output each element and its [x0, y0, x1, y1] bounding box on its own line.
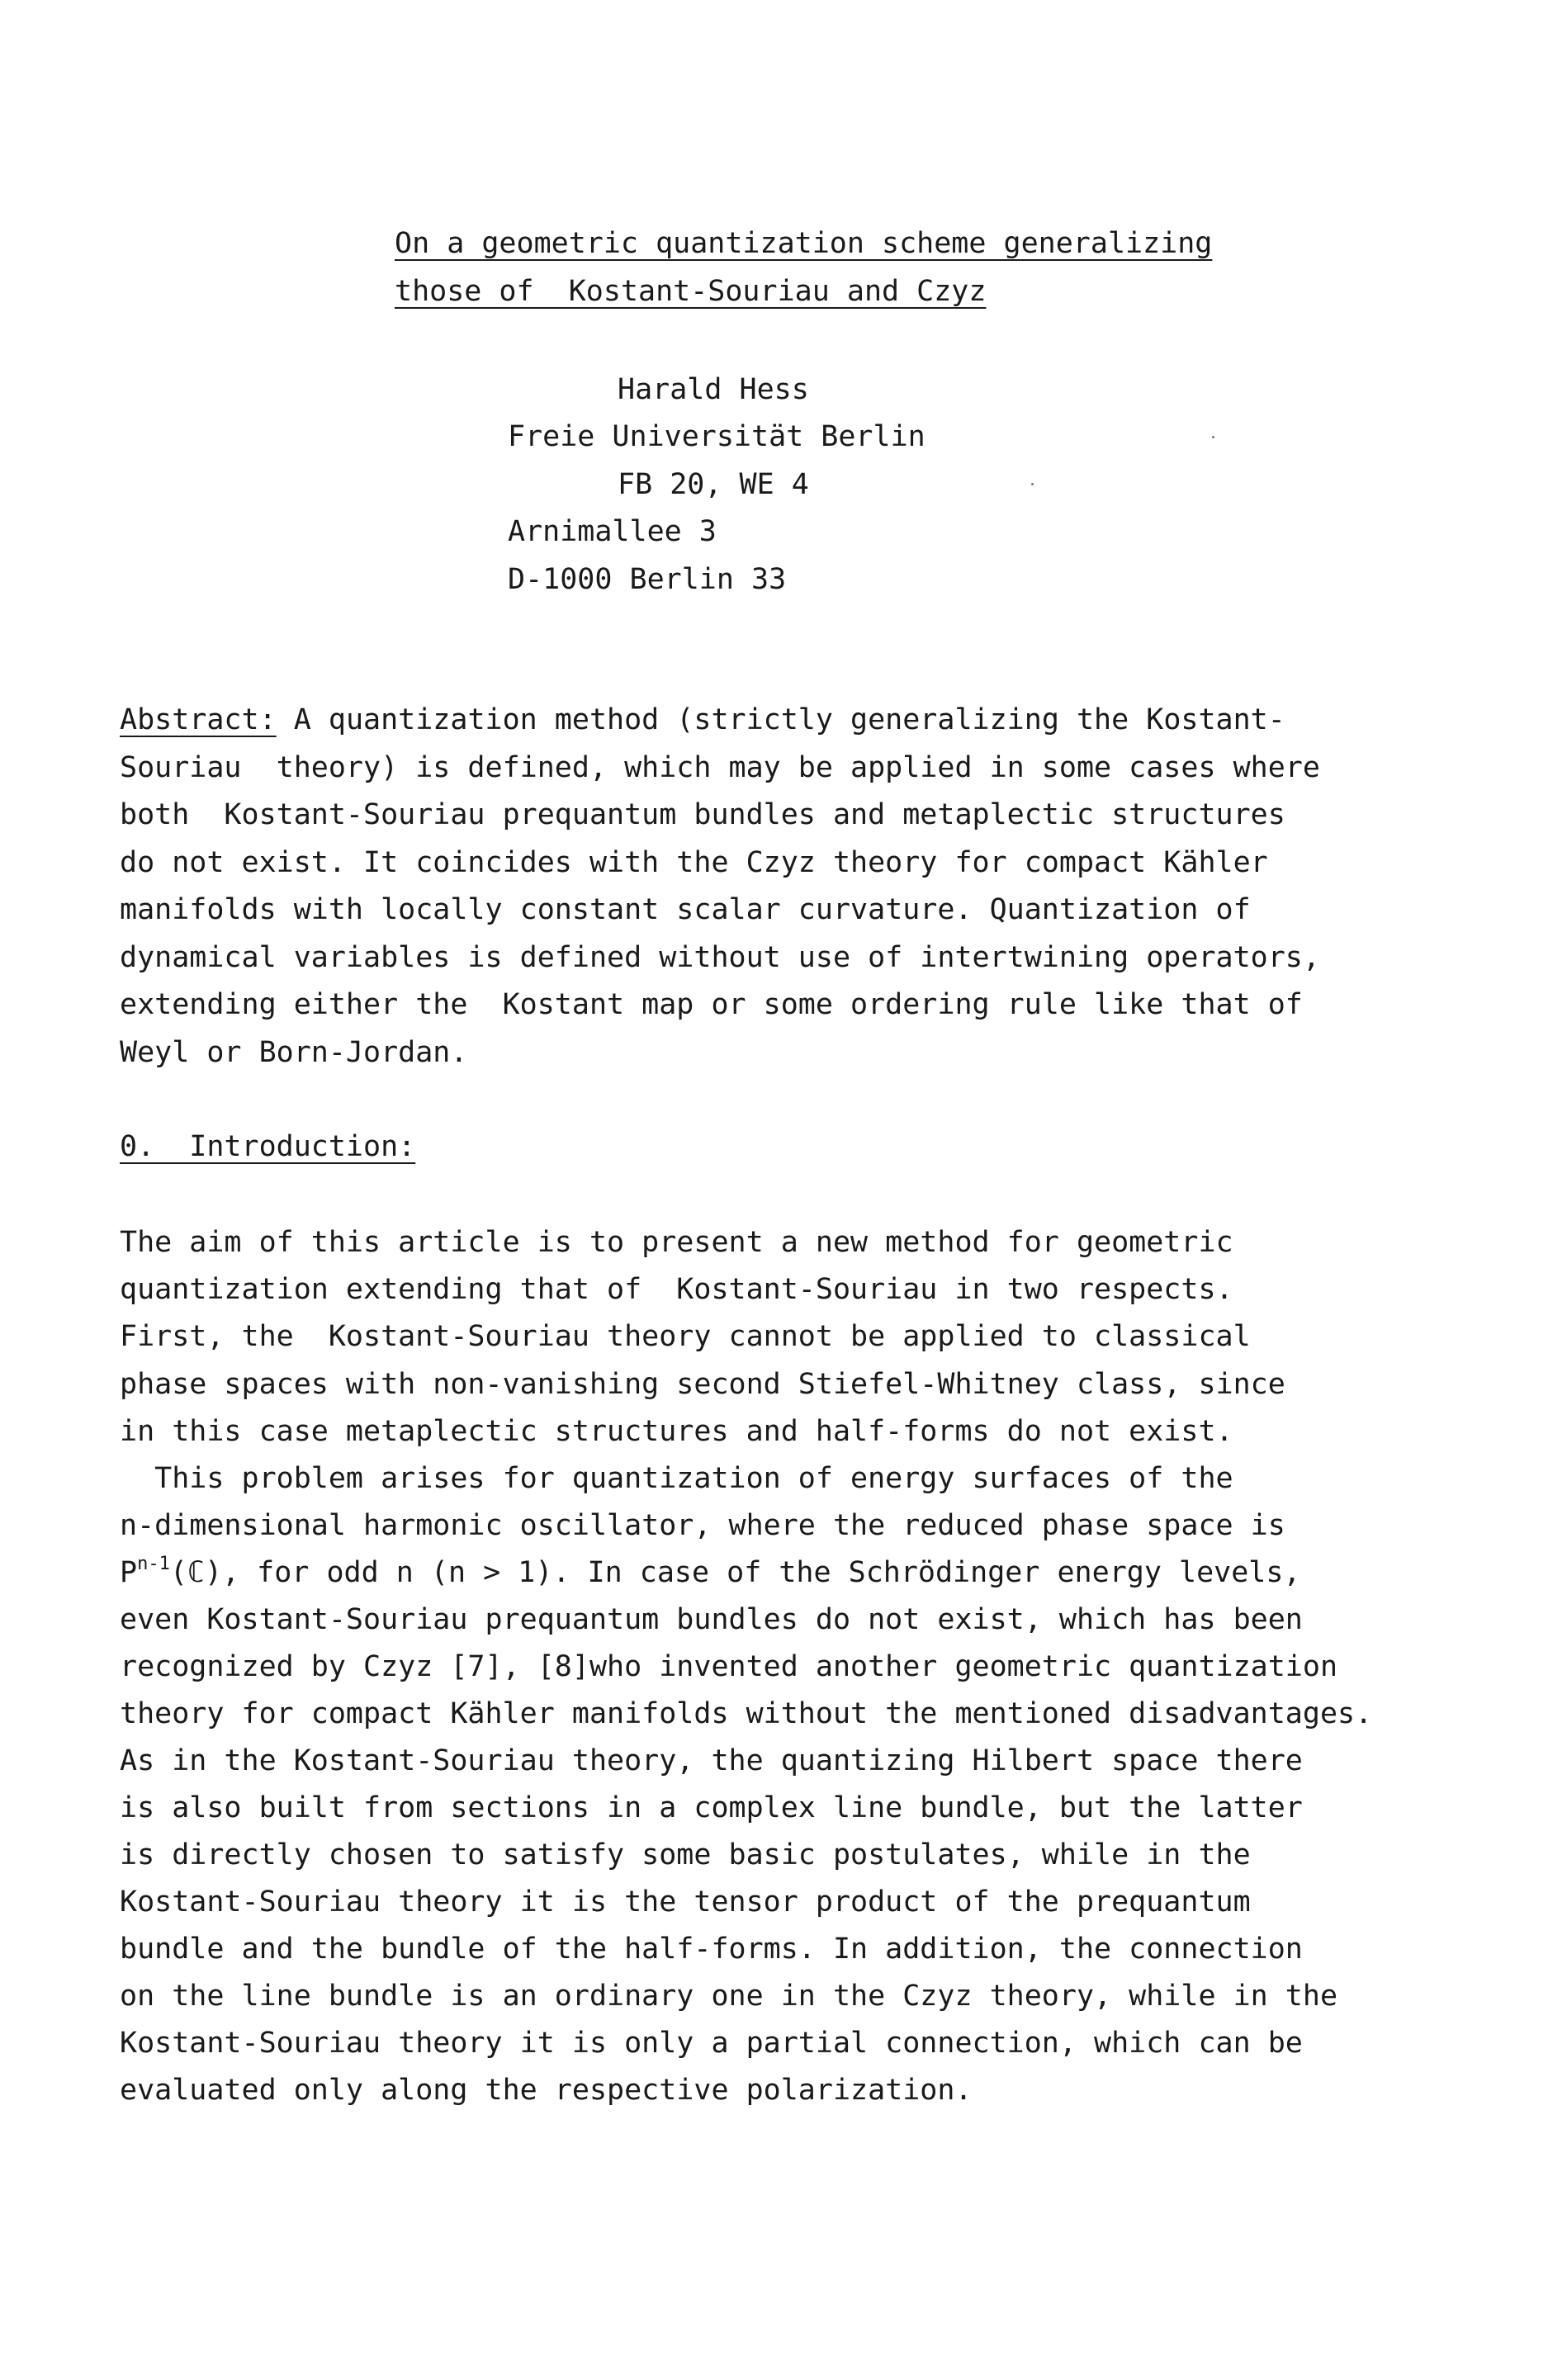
section-heading-introduction: 0. Introduction:: [120, 1130, 416, 1163]
abstract-label: Abstract:: [120, 703, 277, 736]
body-line: quantization extending that of Kostant-Souriau in two respects.: [120, 1273, 1233, 1306]
abstract-line: dynamical variables is defined without use of intertwining operators,: [120, 941, 1320, 974]
body-line: First, the Kostant-Souriau theory cannot be applied to classical: [120, 1320, 1251, 1353]
body-line: Kostant-Souriau theory it is the tensor product of the prequantum: [120, 1886, 1251, 1919]
body-line: phase spaces with non-vanishing second Stiefel-Whitney class, since: [120, 1368, 1285, 1401]
title-line-1: On a geometric quantization scheme generalizing: [395, 227, 1213, 260]
body-line: recognized by Czyz [7], [8]who invented another geometric quantization: [120, 1650, 1338, 1683]
body-line: theory for compact Kähler manifolds without the mentioned disadvantages.: [120, 1697, 1373, 1730]
body-line-math: [120, 1554, 1301, 1589]
abstract-line: both Kostant-Souriau prequantum bundles and metaplectic structures: [120, 798, 1285, 831]
speck-mark: [1031, 483, 1034, 485]
body-line: Kostant-Souriau theory it is only a partial connection, which can be: [120, 2027, 1303, 2060]
abstract-line: Souriau theory) is defined, which may be applied in some cases where: [120, 751, 1320, 784]
projective-space-symbol: P: [120, 1556, 138, 1589]
body-line: on the line bundle is an ordinary one in the Czyz theory, while in the: [120, 1980, 1338, 2013]
abstract-line: Weyl or Born-Jordan.: [120, 1036, 468, 1069]
body-line: is directly chosen to satisfy some basic postulates, while in the: [120, 1838, 1251, 1871]
body-line: As in the Kostant-Souriau theory, the quantizing Hilbert space there: [120, 1744, 1303, 1777]
abstract-text-start: A quantization method (strictly generalizing the Kostant-: [276, 703, 1285, 736]
body-line-rest: (ℂ), for odd n (n > 1). In case of the Schrödinger energy levels,: [169, 1556, 1301, 1589]
abstract-line: manifolds with locally constant scalar curvature. Quantization of: [120, 893, 1251, 926]
body-line: The aim of this article is to present a new method for geometric: [120, 1226, 1233, 1259]
body-line: in this case metaplectic structures and half-forms do not exist.: [120, 1415, 1233, 1448]
body-line: evaluated only along the respective polarization.: [120, 2074, 973, 2107]
body-line: even Kostant-Souriau prequantum bundles do not exist, which has been: [120, 1603, 1303, 1636]
abstract-line: do not exist. It coincides with the Czyz theory for compact Kähler: [120, 846, 1268, 879]
title-line-2: those of Kostant-Souriau and Czyz: [395, 275, 987, 308]
superscript: n-1: [137, 1554, 170, 1574]
abstract-line: extending either the Kostant map or some ordering rule like that of: [120, 988, 1303, 1021]
body-line: n-dimensional harmonic oscillator, where the reduced phase space is: [120, 1509, 1285, 1542]
author-city: D-1000 Berlin 33: [508, 563, 787, 596]
body-line: is also built from sections in a complex line bundle, but the latter: [120, 1791, 1303, 1824]
author-university: Freie Universität Berlin: [508, 420, 925, 453]
author-street: Arnimallee 3: [508, 515, 717, 548]
author-name: Harald Hess: [618, 373, 809, 406]
abstract-first-line: [120, 703, 1285, 736]
body-line: bundle and the bundle of the half-forms. In addition, the connection: [120, 1933, 1303, 1966]
body-line: This problem arises for quantization of energy surfaces of the: [120, 1462, 1233, 1495]
speck-mark: [1212, 436, 1214, 438]
author-department: FB 20, WE 4: [618, 468, 809, 501]
